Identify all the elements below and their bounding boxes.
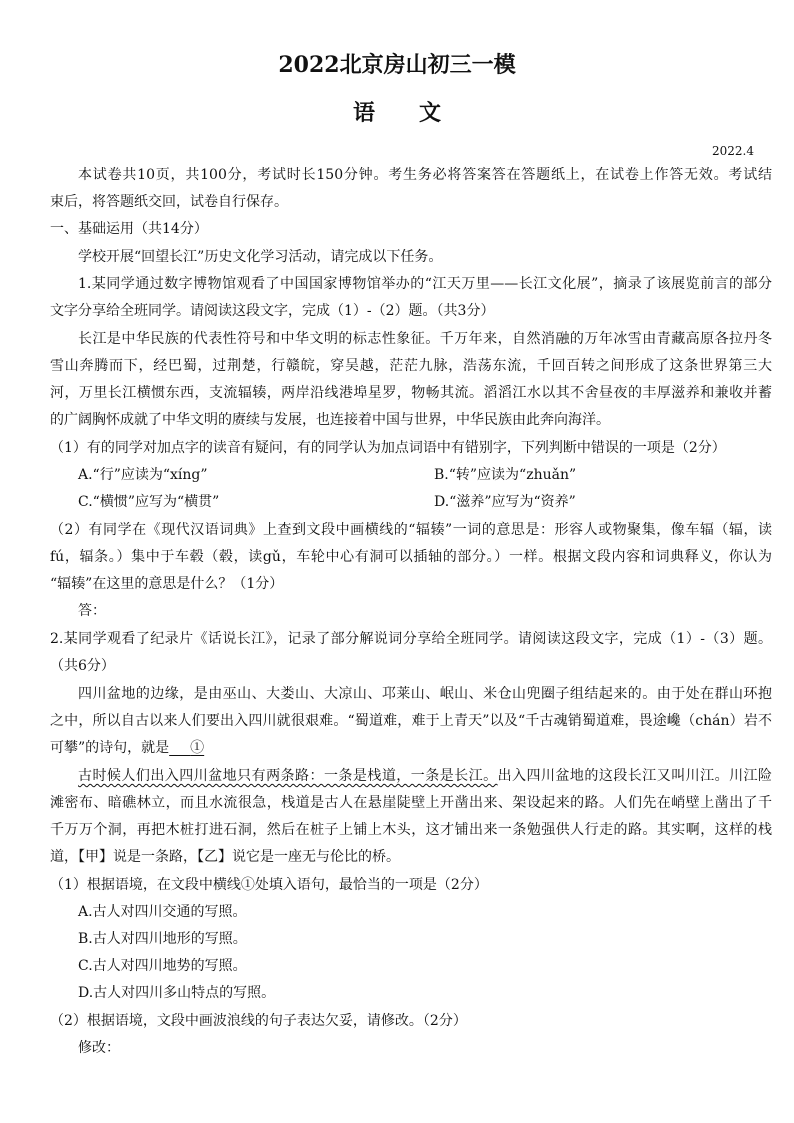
instructions-line-2: 束后，将答题纸交回，试卷自行保存。 — [50, 194, 288, 210]
q2-para2-line-1 — [78, 767, 772, 785]
q2-sub1-stem: （1）根据语境，在文段中横线①处填入语句，最恰当的一项是（2分） — [50, 877, 488, 893]
q1-passage-line-2: 雪山奔腾而下，经巴蜀，过荆楚，行赣皖，穿吴越，茫茫九脉，浩荡东流，千回百转之间形成了这条世界第三大 — [50, 358, 772, 374]
q2-stem-line-2: （共6分） — [50, 658, 115, 674]
section-heading: 一、基础运用（共14分） — [50, 221, 208, 237]
q2-option-c: C.古人对四川地势的写照。 — [78, 958, 247, 974]
subject-title: 语 文 — [352, 100, 441, 126]
q1-sub2-line-2: fú，辐条。）集中于车毂（毂，读gǔ，车轮中心有洞可以插轴的部分。）一样。根据文段内容和词典释义，你认为 — [50, 549, 772, 565]
q2-answer-label: 修改： — [78, 1040, 120, 1056]
activity-intro: 学校开展“回望长江”历史文化学习活动，请完成以下任务。 — [78, 249, 443, 265]
blank-1-marker: ① — [190, 740, 205, 756]
q2-para2-line-3: 千万万个洞，再把木桩打进石洞，然后在桩子上铺上木头，这才铺出来一条勉强供人行走的路。其实啊，这样的栈 — [50, 822, 772, 838]
q1-sub2-line-1: （2）有同学在《现代汉语词典》上查到文段中画横线的“辐辏”一词的意思是：形容人或物聚集，像车辐（辐，读 — [50, 522, 772, 538]
q2-para1-line-2: 之中，所以自古以来人们要出入四川就很艰难。“蜀道难，难于上青天”以及“千古魂销蜀道难，畏途巉（chán）岩不 — [50, 713, 772, 729]
q1-sub1-stem: （1）有的同学对加点字的读音有疑问，有的同学认为加点词语中有错别字，下列判断中错误的一项是（2分） — [50, 440, 726, 456]
q1-stem-line-1: 1.某同学通过数字博物馆观看了中国国家博物馆举办的“江天万里——长江文化展”，摘录了该展览前言的部分 — [78, 276, 772, 292]
q2-para2-line-1-rest: 出入四川盆地的这段长江又叫川江。川江险 — [497, 768, 773, 784]
exam-date: 2022.4 — [712, 144, 754, 158]
q1-option-a: A.“行”应读为“xíng” — [78, 467, 208, 483]
q1-answer-label: 答： — [78, 603, 106, 619]
q1-sub2-line-3: “辐辏”在这里的意思是什么？（1分） — [50, 576, 284, 592]
q1-option-d: D.“滋养”应写为“资养” — [434, 494, 576, 510]
q1-passage-line-3: 河，万里长江横惯东西，支流辐辏，两岸沿线港埠星罗，物畅其流。滔滔江水以其不舍昼夜的丰厚滋养和兼收并蓄 — [50, 385, 772, 401]
q2-para2-line-4: 道，【甲】说是一条路，【乙】说它是一座无与伦比的桥。 — [50, 849, 400, 865]
q2-para1-line-1: 四川盆地的边缘，是由巫山、大娄山、大凉山、邛莱山、岷山、米仓山兜圈子组结起来的。由于处在群山环抱 — [78, 686, 772, 702]
q2-para1-line-3 — [50, 739, 204, 757]
q2-sub2-stem: （2）根据语境，文段中画波浪线的句子表达欠妥，请修改。（2分） — [50, 1013, 467, 1029]
q2-option-a: A.古人对四川交通的写照。 — [78, 904, 247, 920]
q2-stem-line-1: 2.某同学观看了纪录片《话说长江》，记录了部分解说词分享给全班同学。请阅读这段文字，完成（1）-（3）题。 — [50, 631, 772, 647]
blank-1 — [169, 740, 204, 756]
wavy-underlined-sentence: 古时候人们出入四川盆地只有两条路：一条是栈道，一条是长江。 — [78, 768, 498, 784]
exam-title: 2022北京房山初三一模 — [278, 52, 516, 78]
q1-option-b: B.“转”应读为“zhuǎn” — [434, 467, 577, 483]
q2-option-d: D.古人对四川多山特点的写照。 — [78, 985, 276, 1001]
q1-stem-line-2: 文字分享给全班同学。请阅读这段文字，完成（1）-（2）题。（共3分） — [50, 303, 495, 319]
instructions-line-1: 本试卷共10页，共100分，考试时长150分钟。考生务必将答案答在答题纸上，在试卷上作答无效。考试结 — [78, 167, 772, 183]
q2-option-b: B.古人对四川地形的写照。 — [78, 931, 247, 947]
q1-option-c: C.“横惯”应写为“横贯” — [78, 494, 220, 510]
q2-para1-line-3-text: 可攀”的诗句，就是 — [50, 740, 170, 756]
q1-passage-line-4: 的广阔胸怀成就了中华文明的赓续与发展，也连接着中国与世界，中华民族由此奔向海洋。 — [50, 412, 610, 428]
q1-passage-line-1: 长江是中华民族的代表性符号和中华文明的标志性象征。千万年来，自然消融的万年冰雪由青藏高原各拉丹冬 — [78, 331, 772, 347]
q2-para2-line-2: 滩密布、暗礁林立，而且水流很急，栈道是古人在悬崖陡壁上开凿出来、架设起来的路。人们先在峭壁上凿出了千 — [50, 795, 772, 811]
